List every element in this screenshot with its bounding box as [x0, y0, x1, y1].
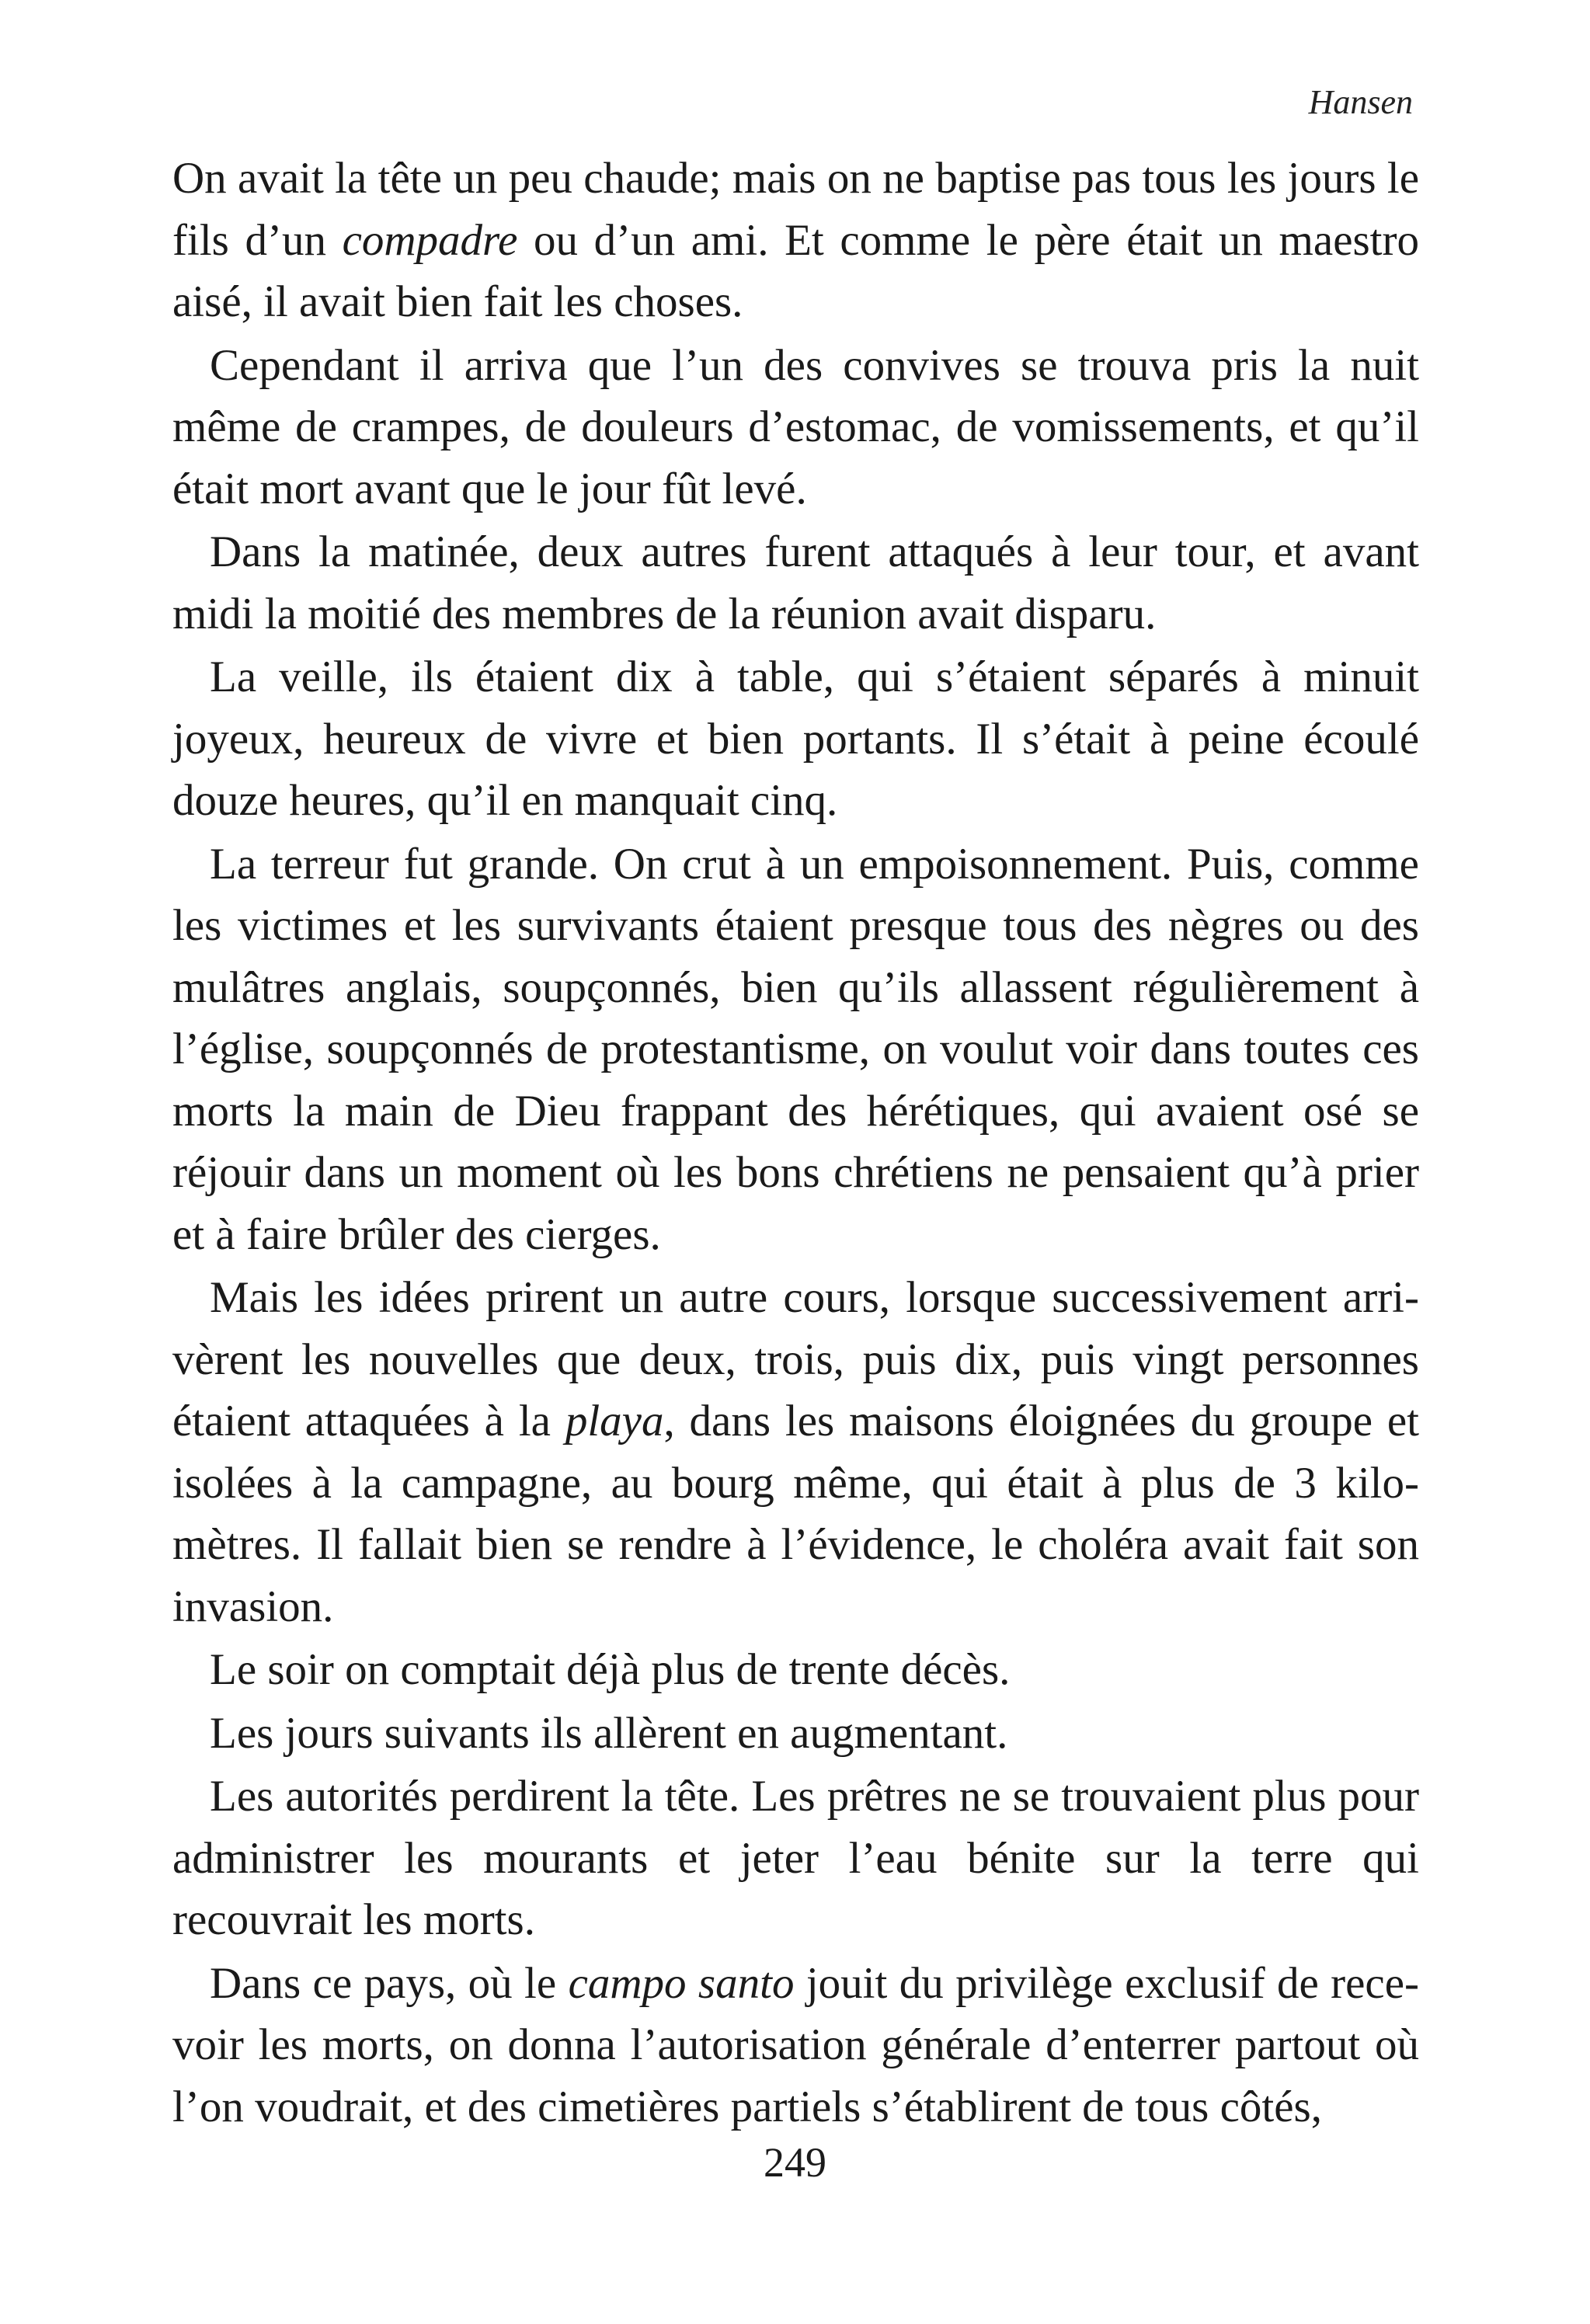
running-header: Hansen — [1308, 83, 1413, 121]
text-run: Dans ce pays, où le — [210, 1958, 569, 2008]
text-run: jouit du privilège exclusif de recevoir les morts, on donna l’autorisation générale d’enterrer partout où l’on voudrait, et des cimetières partiels s’établirent de tous côtés, — [172, 1958, 1419, 2131]
text-run: La veille, ils étaient dix à table, qui s’étaient séparés à minuit joyeux, heureux de vivre et bien portants. Il s’était à peine écoulé douze heures, qu’il en manquait cinq. — [172, 652, 1419, 825]
italic-term: campo santo — [568, 1958, 795, 2008]
italic-term: compadre — [342, 215, 518, 265]
paragraph — [172, 1703, 1419, 1765]
paragraph — [172, 521, 1419, 645]
italic-term: playa — [565, 1397, 664, 1446]
paragraph — [172, 833, 1419, 1266]
paragraph — [172, 335, 1419, 520]
paragraph — [172, 1639, 1419, 1701]
text-run: Les autorités perdirent la tête. Les prêtres ne se trouvaient plus pour administrer les mourants et jeter l’eau bénite sur la terre qui recouvrait les morts. — [172, 1772, 1419, 1944]
paragraph — [172, 646, 1419, 832]
text-run: La terreur fut grande. On crut à un empoisonnement. Puis, comme les victimes et les survivants étaient presque tous des nègres ou des mulâtres anglais, soupçonnés, bien qu’ils allassent régulièrement à l’église, soupçonnés de protestantisme, on voulut voir dans toutes ces morts la main de Dieu frappant des hérétiques, qui avaient osé se réjouir dans un moment où les bons chrétiens ne pensaient qu’à prier et à faire brûler des cierges. — [172, 839, 1419, 1259]
text-run: Dans la matinée, deux autres furent attaqués à leur tour, et avant midi la moitié des membres de la réunion avait disparu. — [172, 527, 1419, 638]
text-run: Les jours suivants ils allèrent en augmentant. — [210, 1708, 1008, 1758]
text-run: Mais les idées prirent un autre cours, lorsque successivement arrivèrent les nouvelles que deux, trois, puis dix, puis vingt personnes étaient attaquées à la — [172, 1273, 1419, 1446]
text-run: Cependant il arriva que l’un des convives se trouva pris la nuit même de crampes, de douleurs d’estomac, de vomissements, et qu’il était mort avant que le jour fût levé. — [172, 340, 1419, 513]
text-run: On avait la tête un peu chaude; mais on ne baptise pas tous les jours le fils d’un — [172, 154, 1419, 265]
text-run: Le soir on comptait déjà plus de trente décès. — [210, 1645, 1011, 1694]
body-text — [172, 148, 1419, 2138]
page-number: 249 — [764, 2139, 826, 2186]
text-run: , dans les maisons éloignées du groupe et isolées à la campagne, au bourg même, qui était à plus de 3 kilomètres. Il fallait bien se rendre à l’évidence, le choléra avait fait son invasion. — [172, 1397, 1419, 1631]
paragraph — [172, 1267, 1419, 1637]
paragraph — [172, 148, 1419, 333]
text-run: ou d’un ami. Et comme le père était un maestro aisé, il avait bien fait les choses. — [172, 215, 1419, 326]
paragraph — [172, 1766, 1419, 1951]
paragraph — [172, 1953, 1419, 2138]
